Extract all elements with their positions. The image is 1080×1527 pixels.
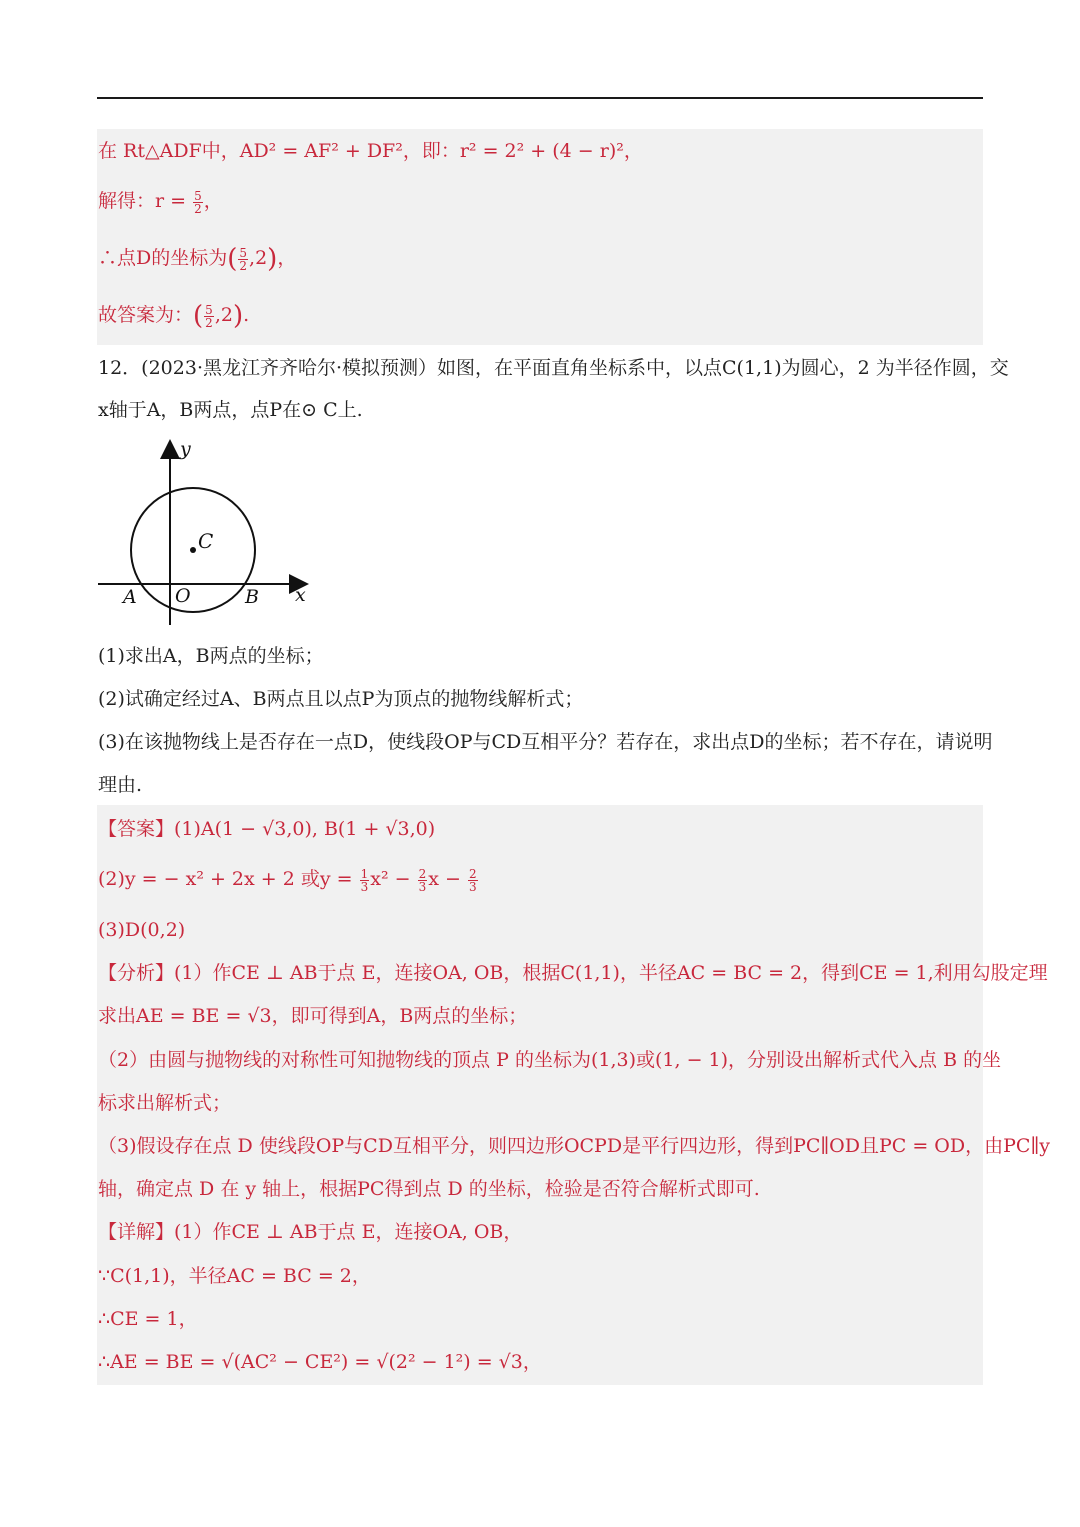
question-1: (1)求出A，B两点的坐标； [98,645,324,667]
detail-line-1: 【详解】(1）作CE ⊥ AB于点 E，连接OA, OB， [98,1221,523,1243]
label-b: B [245,586,259,608]
fraction: $\frac{5}{2}$ [205,302,213,330]
answer-line-3: (3)D(0,2) [98,919,186,941]
label-y: y [180,438,191,460]
problem-line-1: 12．(2023·黑龙江齐齐哈尔·模拟预测）如图，在平面直角坐标系中，以点C(1,1)为圆心，2 为半径作圆，交 [98,357,1009,379]
analysis-line-3: （2）由圆与抛物线的对称性可知抛物线的顶点 P 的坐标为(1,3)或(1, − 1)，分别设出解析式代入点 B 的坐 [98,1049,1002,1071]
header-rule [97,97,983,99]
answer-line-2: (2)y = − x² + 2x + 2 或y = $\frac{1}{3}$ x² − $\frac{2}{3}$ x − $\frac{2}{3}$ [98,866,477,894]
prev-solution-line-3: ∴点D的坐标为( $\frac{5}{2}$ ,2)， [98,244,297,274]
fraction: $\frac{5}{2}$ [194,188,202,216]
fraction: $\frac{1}{3}$ [360,866,369,894]
question-3a: (3)在该抛物线上是否存在一点D，使线段OP与CD互相平分？若存在，求出点D的坐标；若不存在，请说明 [98,731,993,753]
answer-line-1: 【答案】(1)A(1 − √3,0), B(1 + √3,0) [98,818,436,840]
analysis-line-1: 【分析】(1）作CE ⊥ AB于点 E，连接OA, OB，根据C(1,1)，半径AC = BC = 2，得到CE = 1,利用勾股定理 [98,962,1048,984]
prev-solution-line-1: 在 Rt△ADF中，AD² = AF² + DF²，即：r² = 2² + (4 − r)²， [98,140,643,162]
detail-line-3: ∴CE = 1， [98,1308,198,1330]
analysis-line-5: （3)假设存在点 D 使线段OP与CD互相平分，则四边形OCPD是平行四边形，得到PC∥OD且PC = OD，由PC∥y [98,1135,1050,1157]
question-2: (2)试确定经过A、B两点且以点P为顶点的抛物线解析式； [98,688,584,710]
label-o: O [175,585,191,607]
analysis-line-2: 求出AE = BE = √3，即可得到A，B两点的坐标； [98,1005,528,1027]
label-a: A [123,586,137,608]
question-3b: 理由. [98,774,143,796]
prev-solution-line-2: 解得：r = $\frac{5}{2}$ ， [98,188,223,216]
fraction: $\frac{5}{2}$ [239,245,248,273]
problem-line-2: x轴于A，B两点，点P在⊙ C上. [98,399,363,421]
fraction: $\frac{2}{3}$ [418,866,427,894]
fraction: $\frac{2}{3}$ [468,866,477,894]
label-x: x [295,584,306,606]
prev-solution-line-4: 故答案为：( $\frac{5}{2}$ ,2). [98,301,250,331]
center-point [190,547,196,553]
analysis-line-4: 标求出解析式； [98,1092,232,1114]
analysis-line-6: 轴，确定点 D 在 y 轴上，根据PC得到点 D 的坐标，检验是否符合解析式即可. [98,1178,760,1200]
detail-line-2: ∵C(1,1)，半径AC = BC = 2， [98,1265,371,1287]
detail-line-4: ∴AE = BE = √(AC² − CE²) = √(2² − 1²) = √3， [98,1351,542,1373]
label-c: C [198,529,214,553]
coordinate-figure [95,435,315,630]
